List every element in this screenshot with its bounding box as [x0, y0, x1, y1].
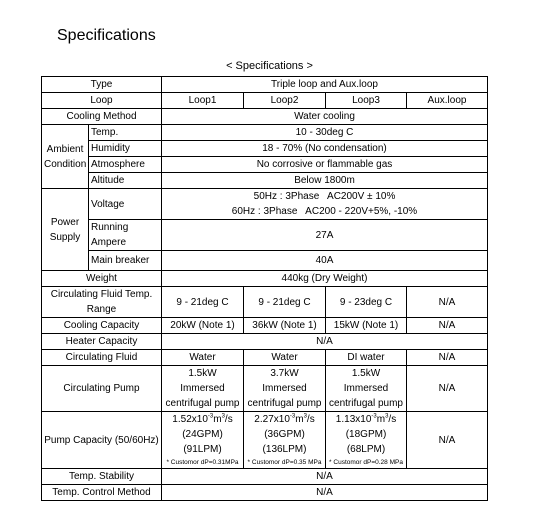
flow-unit: m: [295, 414, 304, 425]
row-circulating-pump: [42, 366, 488, 412]
humidity-value: 18 - 70% (No condensation): [162, 141, 488, 157]
row-running-ampere: [42, 220, 488, 251]
power-label: Power: [50, 216, 80, 228]
flow-lpm: (136LPM): [262, 444, 307, 455]
pump-type: Immersed: [262, 383, 307, 394]
heater-capacity-value: N/A: [162, 334, 488, 350]
circulating-pump-aux: N/A: [407, 366, 488, 412]
main-breaker-label: Main breaker: [89, 251, 162, 271]
row-ambient-temp: [42, 125, 488, 141]
ambient-label: Ambient: [46, 143, 84, 155]
flow-exponent: -3: [371, 413, 377, 420]
pump-kind: centrifugal pump: [247, 398, 322, 409]
temp-control-label: Temp. Control Method: [42, 485, 162, 501]
specifications-table: [41, 76, 488, 501]
altitude-label: Altitude: [89, 173, 162, 189]
flow-unit-exponent: 3: [303, 413, 307, 420]
flow-unit-exponent: 3: [385, 413, 389, 420]
weight-value: 440kg (Dry Weight): [162, 271, 488, 287]
flow-exponent: -3: [207, 413, 214, 420]
circulating-pump-loop2: [244, 366, 326, 412]
fluid-temp-label: [42, 287, 162, 318]
flow-exponent: -3: [289, 413, 296, 420]
fluid-temp-loop1: 9 - 21deg C: [162, 287, 244, 318]
circulating-fluid-loop3: DI water: [326, 350, 407, 366]
pump-capacity-label: Pump Capacity (50/60Hz): [42, 412, 162, 469]
row-fluid-temp: [42, 287, 488, 318]
pump-power: 1.5kW: [351, 368, 381, 379]
fluid-temp-label-line2: Range: [86, 304, 117, 315]
pump-power: 1.5kW: [188, 368, 217, 379]
flow-gpm: (24GPM): [182, 429, 223, 440]
customer-dp-note: * Customor dP=0.31MPa: [166, 459, 239, 466]
loop-label: Loop: [42, 93, 162, 109]
row-main-breaker: [42, 251, 488, 271]
row-temp-control: [42, 485, 488, 501]
pump-type: Immersed: [180, 383, 225, 394]
cooling-method-value: Water cooling: [162, 109, 488, 125]
fluid-temp-loop2: 9 - 21deg C: [244, 287, 326, 318]
flow-base: 1.13x10: [335, 414, 372, 425]
fluid-temp-aux: N/A: [407, 287, 488, 318]
pump-power: 3.7kW: [270, 368, 299, 379]
running-ampere-value: 27A: [162, 220, 488, 251]
type-value: Triple loop and Aux.loop: [162, 77, 488, 93]
table-caption: < Specifications >: [226, 60, 313, 72]
voltage-value: [162, 189, 488, 220]
loop-col-2: Loop2: [244, 93, 326, 109]
cooling-capacity-loop3: 15kW (Note 1): [326, 318, 407, 334]
voltage-50hz: 50Hz : 3Phase AC200V ± 10%: [253, 191, 396, 202]
atmosphere-value: No corrosive or flammable gas: [162, 157, 488, 173]
row-pump-capacity: [42, 412, 488, 469]
loop-col-aux: Aux.loop: [407, 93, 488, 109]
ambient-temp-label: Temp.: [89, 125, 162, 141]
ambient-temp-value: 10 - 30deg C: [162, 125, 488, 141]
humidity-label: Humidity: [89, 141, 162, 157]
flow-gpm: (18GPM): [345, 429, 387, 440]
flow-rate: [246, 412, 323, 427]
circulating-pump-label: Circulating Pump: [42, 366, 162, 412]
cooling-capacity-loop1: 20kW (Note 1): [162, 318, 244, 334]
voltage-label: Voltage: [89, 189, 162, 220]
customer-dp-note: * Customor dP=0.28 MPa: [329, 459, 403, 466]
loop-col-1: Loop1: [162, 93, 244, 109]
customer-dp-note: * Customor dP=0.35 MPa: [247, 459, 322, 466]
row-loop: [42, 93, 488, 109]
page-title: Specifications: [57, 27, 156, 44]
flow-lpm: (91LPM): [183, 444, 222, 455]
pump-capacity-loop1: [162, 412, 244, 469]
flow-lpm: (68LPM): [346, 444, 386, 455]
circulating-fluid-loop1: Water: [162, 350, 244, 366]
flow-rate: [328, 412, 404, 427]
cooling-capacity-aux: N/A: [407, 318, 488, 334]
flow-unit: m: [376, 414, 386, 425]
main-breaker-value: 40A: [162, 251, 488, 271]
row-type: [42, 77, 488, 93]
fluid-temp-label-line1: Circulating Fluid Temp.: [50, 289, 153, 300]
flow-base: 2.27x10: [254, 414, 290, 425]
flow-gpm: (36GPM): [264, 429, 305, 440]
circulating-fluid-loop2: Water: [244, 350, 326, 366]
temp-stability-label: Temp. Stability: [42, 469, 162, 485]
type-label: Type: [42, 77, 162, 93]
ambient-condition-group: [42, 125, 89, 189]
loop-col-3: Loop3: [326, 93, 407, 109]
row-cooling-capacity: [42, 318, 488, 334]
pump-type: Immersed: [343, 383, 389, 394]
voltage-60hz: 60Hz : 3Phase AC200 - 220V+5%, -10%: [231, 206, 418, 217]
circulating-pump-loop1: [162, 366, 244, 412]
flow-base: 1.52x10: [172, 414, 208, 425]
circulating-fluid-aux: N/A: [407, 350, 488, 366]
row-ambient-atmosphere: [42, 157, 488, 173]
power-supply-group: [42, 189, 89, 271]
row-cooling-method: [42, 109, 488, 125]
row-ambient-altitude: [42, 173, 488, 189]
running-ampere-label: Running Ampere: [89, 220, 162, 251]
row-circulating-fluid: [42, 350, 488, 366]
flow-per: /s: [224, 414, 233, 425]
temp-stability-value: N/A: [162, 469, 488, 485]
flow-per: /s: [388, 414, 397, 425]
row-ambient-humidity: [42, 141, 488, 157]
row-heater-capacity: [42, 334, 488, 350]
cooling-capacity-label: Cooling Capacity: [42, 318, 162, 334]
row-temp-stability: [42, 469, 488, 485]
circulating-pump-loop3: [326, 366, 407, 412]
flow-per: /s: [306, 414, 315, 425]
pump-kind: centrifugal pump: [329, 398, 403, 409]
flow-unit-exponent: 3: [221, 413, 225, 420]
pump-capacity-loop3: [326, 412, 407, 469]
condition-label: Condition: [44, 158, 87, 170]
row-weight: [42, 271, 488, 287]
row-power-voltage: [42, 189, 488, 220]
temp-control-value: N/A: [162, 485, 488, 501]
pump-kind: centrifugal pump: [165, 398, 240, 409]
flow-unit: m: [213, 414, 222, 425]
pump-capacity-aux: N/A: [407, 412, 488, 469]
cooling-capacity-loop2: 36kW (Note 1): [244, 318, 326, 334]
atmosphere-label: Atmosphere: [89, 157, 162, 173]
circulating-fluid-label: Circulating Fluid: [42, 350, 162, 366]
heater-capacity-label: Heater Capacity: [42, 334, 162, 350]
altitude-value: Below 1800m: [162, 173, 488, 189]
fluid-temp-loop3: 9 - 23deg C: [326, 287, 407, 318]
flow-rate: [164, 412, 241, 427]
cooling-method-label: Cooling Method: [42, 109, 162, 125]
supply-label: Supply: [49, 231, 81, 243]
weight-label: Weight: [42, 271, 162, 287]
pump-capacity-loop2: [244, 412, 326, 469]
